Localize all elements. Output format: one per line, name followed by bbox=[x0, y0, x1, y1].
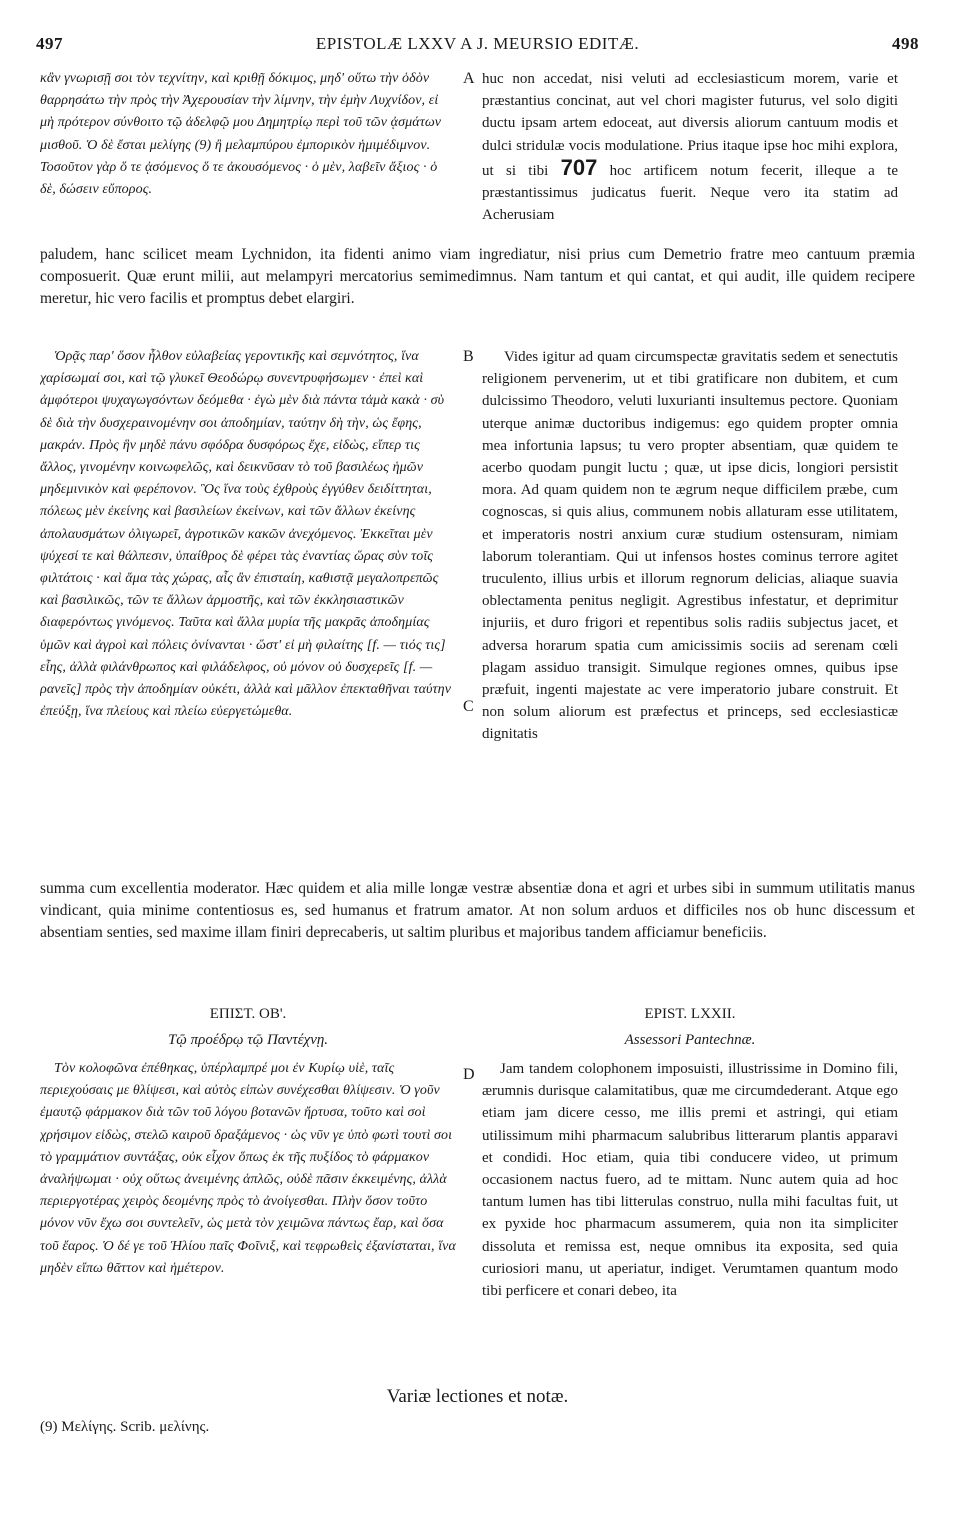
latin-paragraph-2: Vides igitur ad quam circumspectæ gravitatis sedem et senectutis religionem pervenerim, ut et tibi gratificare non dubitem, et cum dulcissimo Theodoro, veluti luxurianti insultemus pectore. Quoniam uterque animæ ductoribus indigemus: ego quidem propter omnia mea infortunia lapsus; tu vero propter absentiam, quæ quidem te acerbo quodam pungit luctu ; quæ, ut ipse dicis, longiori persistit mora. Ad quam quidem non te ægrum neque difficilem præbe, cum cognoscas, si quis alius, communem nobis allaturam esse utilitatem, et imperatoris nostri anxium curæ studium ostensuram, nimiam laborum tolerantiam. Qui ut infensos hostes cominus terrore agitet truculento, illius urbis et illorum regnorum delicias, aliaque suavia oblectamenta penitus negligit. Agrestibus infestatur, et deprimitur injuriis, et duro frigori et repentibus solis radiis subjectus jacet, et adversa horarum spatia cum amicissimis sociis ad serenam cœli plagam assiduo transigit. Simulque regiones omnes, quibus ipse præfuit, ingenti majestate ac vere imperatorio jubare construit. Et non solum aliorum est præfectus et princeps, sed ecclesiasticæ dignitatis bbox=[482, 349, 898, 743]
greek-epistle-title: ΕΠΙΣΤ. ΟΒ'. bbox=[209, 1006, 287, 1022]
latin-column-3 bbox=[482, 1058, 898, 1378]
full-width-paragraph-1: paludem, hanc scilicet meam Lychnidon, ita fidenti animo viam ingrediatur, nisi prius cum Demetrio fratre meo cantuum præmia composuerit. Quæ erunt milii, aut melampyri mercatorius semimedimnus. Nam tantum et qui cantat, et qui audit, ille quidem recipere meretur, hic vero facilis et promptus debet elargiri. bbox=[40, 246, 915, 308]
latin-paragraph-1: huc non accedat, nisi veluti ad ecclesiasticum morem, varie et præstantius concinat, aut vel chori magister futurus, vel solo digiti ductu ipsam artem edoceat, aut diversis aliorum cantuum modis et dulci stridulæ vocis modulatione. Prius itaque ipse hoc mihi explora, ut si tibi 707 hoc artificem notum fecerit, illeque a te præstantissimus judicatus fuerit. Neque vero ita statim ad Acherusiam bbox=[482, 71, 898, 224]
greek-column-1 bbox=[40, 68, 456, 236]
margin-marker-d: D bbox=[463, 1066, 475, 1083]
running-title: EPISTOLÆ LXXV A J. MEURSIO EDITÆ. bbox=[315, 34, 640, 53]
notes-heading: Variæ lectiones et notæ. bbox=[386, 1386, 569, 1407]
greek-epistle-address: Τῷ προέδρῳ τῷ Παντέχνῃ. bbox=[167, 1032, 329, 1048]
footnote-9: (9) Μελίγης. Scrib. μελίνης. bbox=[40, 1419, 210, 1435]
latin-column-2 bbox=[482, 346, 898, 870]
greek-column-3 bbox=[40, 1058, 456, 1378]
latin-epistle-title: EPIST. LXXII. bbox=[644, 1006, 736, 1022]
page-number-left: 497 bbox=[36, 34, 63, 53]
page-number-right: 498 bbox=[892, 34, 919, 53]
greek-paragraph-2: Ὁρᾷς παρ' ὅσον ἦλθον εὐλαβείας γεροντικῆς καὶ σεμνότητος, ἵνα χαρίσωμαί σοι, καὶ τῷ γλυκεῖ Θεοδώρῳ συνεντρυφήσωμεν · ἐπεὶ καὶ ἀμφότεροι ψυχαγωγσόντων δεόμεθα · ἐγὼ μὲν διὰ πάντα τἀμὰ κακὰ · σὺ δὲ διὰ τὴν δυσχεραινομένην σοι ἀποδημίαν, ταύτην δὴ τὴν, ὡς ἔφης, μακράν. Πρὸς ἣν μηδὲ πάνυ σφόδρα δυσφόρως ἔχε, εἰδὼς, εἴπερ τις ἄλλος, γινομένην κοινωφελῶς, καὶ δεικνῦσαν τὸ τοῦ βασιλέως ἡμῶν μηδεμινικὸν καὶ φερέπονον. Ὃς ἵνα τοὺς ἐχθροὺς ἐγγύθεν δειδίττηται, πόλεως μὲν ἐκείνης καὶ βασιλείων ἐκείνων, καὶ τῶν ἄλλων ἐκείνης ἀπολαυσμάτων ὀλιγωρεῖ, ἀγροτικῶν κακῶν ἀνεχόμενος. Ἐκκεῖται μὲν ψύχεσί τε καὶ θάλπεσιν, ὑπαίθρος δὲ φέρει τὰς ἐναντίας ὥρας σὺν τοῖς φιλτάτοις · καὶ ἅμα τὰς χώρας, αἷς ἂν ἐπισταίη, καθιστᾷ μεγαλοπρεπῶς καὶ βασιλικῶς, τῶν τε ἄλλων ἁρμοστῆς, καὶ τῶν ἐκκλησιαστικῶν διαφερόντως γινόμενος. Ταῦτα καὶ ἄλλα μυρία τῆς μακρᾶς ἀποδημίας ὑμῶν καὶ ἀγροὶ καὶ πόλεις ὀνίνανται · ὥστ' εἰ μὴ φιλαίτης [f. — τιός τις] εἶης, ἀλλὰ φιλάνθρωπος καὶ φιλάδελφος, οὐ μόνον οὐ δυσχερεῖς [f. — ρανεῖς] πρὸς τὴν ἀποδημίαν οὐκέτι, ἀλλὰ καὶ μᾶλλον ἐπεκταθῆναι ταύτην ἐπεύξῃ, ἵνα πλείους καὶ πλείω εὐεργετώμεθα. bbox=[40, 349, 452, 720]
column-number: 707 bbox=[560, 154, 598, 180]
margin-marker-b: B bbox=[463, 348, 474, 365]
margin-marker-c: C bbox=[463, 698, 474, 715]
greek-paragraph-1: κἂν γνωρισῇ σοι τὸν τεχνίτην, καὶ κριθῇ δόκιμος, μηδ' οὕτω τὴν ὁδὸν θαρρησάτω τὴν πρὸς τὴν Ἀχερουσίαν τὴν λίμνην, τὴν ἐμὴν Λυχνίδον, εἰ μὴ πρότερον σύνθοιτο τῷ ἀδελφῷ μου Δημητρίῳ περὶ τοῦ τῶν ᾀσμάτων μισθοῦ. Ὁ δὲ ἔσται μελίγης (9) ἢ μελαμπύρου ἐμπορικὸν ἡμιμέδιμνον. Τοσοῦτον γὰρ ὅ τε ᾀσόμενος ὅ τε ἀκουσόμενος · ὁ μὲν, λαβεῖν ἄξιος · ὁ δὲ, δώσειν εὔπορος. bbox=[40, 71, 442, 198]
margin-marker-a: A bbox=[463, 70, 475, 87]
greek-epistle-text: Τὸν κολοφῶνα ἐπέθηκας, ὑπέρλαμπρέ μοι ἐν Κυρίῳ υἱὲ, ταῖς περιεχούσαις με θλίψεσι, καὶ αὐτὸς εἰπὼν συνέχεσθαι θλίψεσιν. Ὁ γοῦν ἐμαυτῷ φάρμακον διὰ τῶν τοῦ λόγου βοτανῶν ἤρτυσα, τοῦτο καὶ σοὶ χρήσιμον εἰδὼς, στελῶ καιροῦ δραξάμενος · ὡς νῦν γε ὑπὸ φωτὶ τουτὶ σοι τὸ γραμμάτιον συντάξας, οὐκ εἶχον ὅπως ἐκ τῆς πυξίδος τὸ φάρμακον ἀναλήψωμαι · οὐχ οὕτως ἀνειμένης ἁπλῶς, οὐδὲ πᾶσιν ἐκκειμένης, ἀλλὰ περιεργοτέρας χειρὸς δεομένης πρὸς τὸ ἀνοίγεσθαι. Πλὴν ὅσον τοῦτο μόνον νῦν ἔχω σοι συντελεῖν, ὡς μετὰ τὸν χειμῶνα πάντως ἔαρ, καὶ ὅσα τοῦ ἔαρος. Ὁ δέ γε τοῦ Ἡλίου παῖς Φοῖνιξ, καὶ τεφρωθεὶς ἐξανίσταται, ἵνα μηδὲν εἴπω θᾶττον καὶ ἡμέτερον. bbox=[40, 1061, 456, 1276]
full-width-paragraph-2: summa cum excellentia moderator. Hæc quidem et alia mille longæ vestræ absentiæ dona et agri et urbes sibi in summum utilitatis manus vindicant, quia minime contentiosus es, sed humanus et fratrum amator. At non solum arduos et difficiles nos ob hunc discessum et absentiam senties, sed maxime illam finiri deprecaberis, ut saltim pluribus et majoribus tandem afficiamur beneficiis. bbox=[40, 880, 915, 942]
latin-epistle-address: Assessori Pantechnæ. bbox=[624, 1032, 756, 1048]
latin-epistle-text: Jam tandem colophonem imposuisti, illustrissime in Domino fili, ærumnis durisque calamitatibus, quæ me circumdederant. Atque ego etiam jam dicere cesso, me illis premi et astringi, qui etiam utilissimum mihi pharmacum salubribus litterarum plantis apparavi et condidi. Hoc etiam, quia tibi conducere video, ut primum occasionem nactus fuero, ad te mittam. Nunc autem quia ad hoc tantum lumen has tibi litterulas construo, nulla mihi facultas fuit, ut ex pyxide hoc pharmacum assumerem, quia non ita simpliciter dissoluta et remissa est, neque omnibus ita exposita, sed quia curiosiori manu, ut aperiatur, indiget. Verumtamen quantum modo tibi perficere et conari debeo, ita bbox=[482, 1061, 898, 1300]
page-header bbox=[36, 34, 919, 58]
latin-column-1 bbox=[482, 68, 898, 244]
greek-column-2 bbox=[40, 346, 456, 870]
